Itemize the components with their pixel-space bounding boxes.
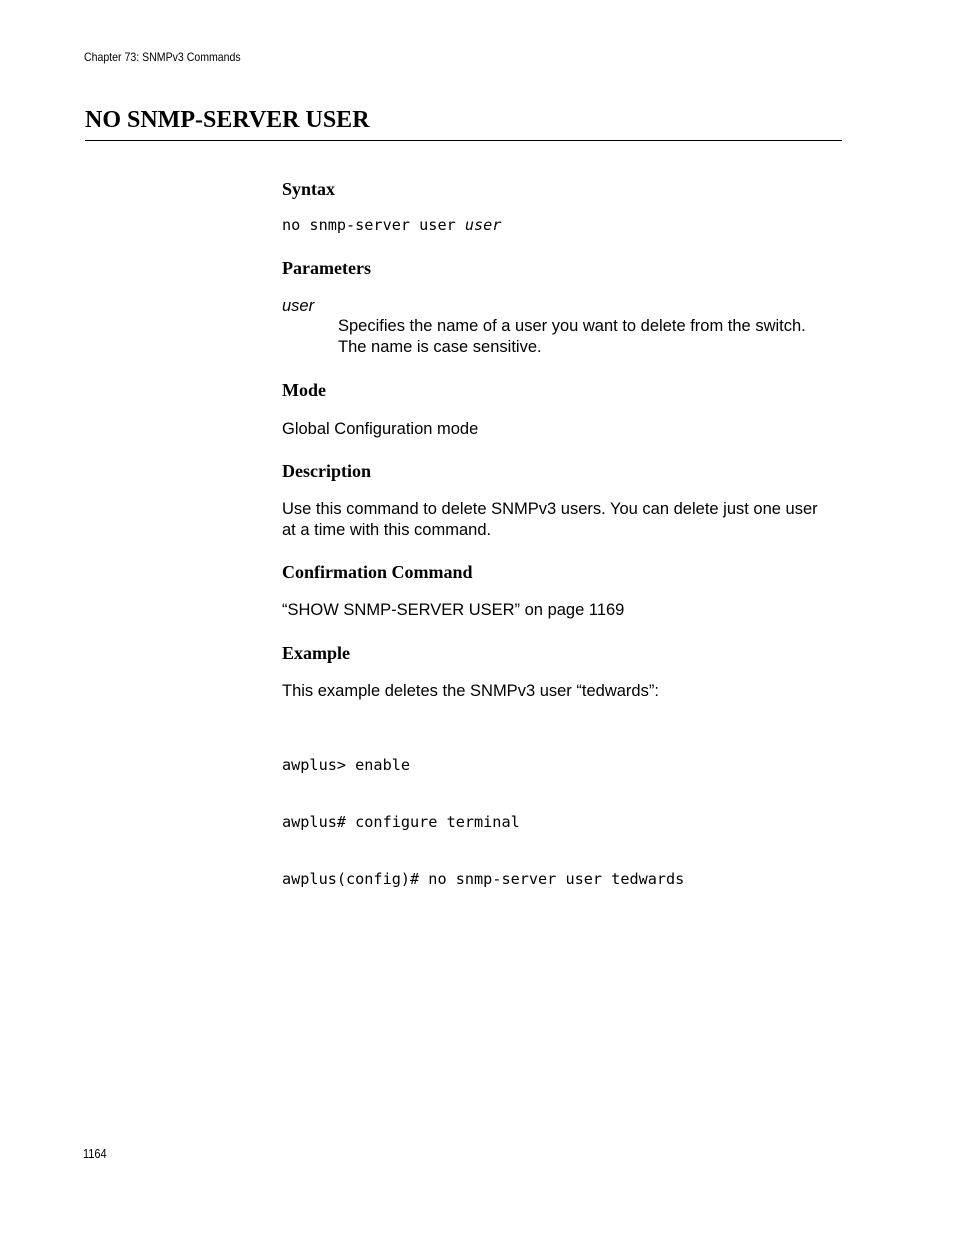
chapter-label: Chapter 73: SNMPv3 Commands	[84, 50, 241, 64]
mode-text: Global Configuration mode	[282, 420, 479, 438]
syntax-line	[282, 216, 501, 235]
description-line: Use this command to delete SNMPv3 users. You can delete just one user	[282, 500, 818, 518]
confirmation-heading: Confirmation Command	[282, 562, 473, 582]
parameters-heading: Parameters	[282, 258, 371, 278]
confirmation-link[interactable]: “SHOW SNMP-SERVER USER” on page 1169	[282, 601, 625, 619]
parameter-description	[338, 316, 806, 358]
description-paragraph	[282, 499, 818, 540]
code-line: awplus(config)# no snmp-server user tedwards	[282, 870, 685, 888]
syntax-argument: user	[464, 216, 502, 234]
syntax-heading: Syntax	[282, 179, 336, 199]
parameter-description-line: The name is case sensitive.	[338, 338, 542, 356]
page-title: NO SNMP-SERVER USER	[85, 107, 370, 133]
example-intro: This example deletes the SNMPv3 user “tedwards”:	[282, 682, 659, 700]
description-heading: Description	[282, 461, 371, 481]
code-line: awplus> enable	[282, 756, 411, 774]
syntax-command: no snmp-server user	[282, 216, 465, 234]
description-line: at a time with this command.	[282, 520, 492, 539]
page-number: 1164	[83, 1147, 107, 1161]
title-divider	[85, 140, 842, 141]
parameter-description-line: Specifies the name of a user you want to delete from the switch.	[338, 317, 806, 335]
example-code-block	[282, 718, 684, 927]
example-heading: Example	[282, 643, 351, 663]
mode-heading: Mode	[282, 380, 326, 400]
code-line: awplus# configure terminal	[282, 813, 520, 831]
parameter-name: user	[282, 297, 315, 315]
